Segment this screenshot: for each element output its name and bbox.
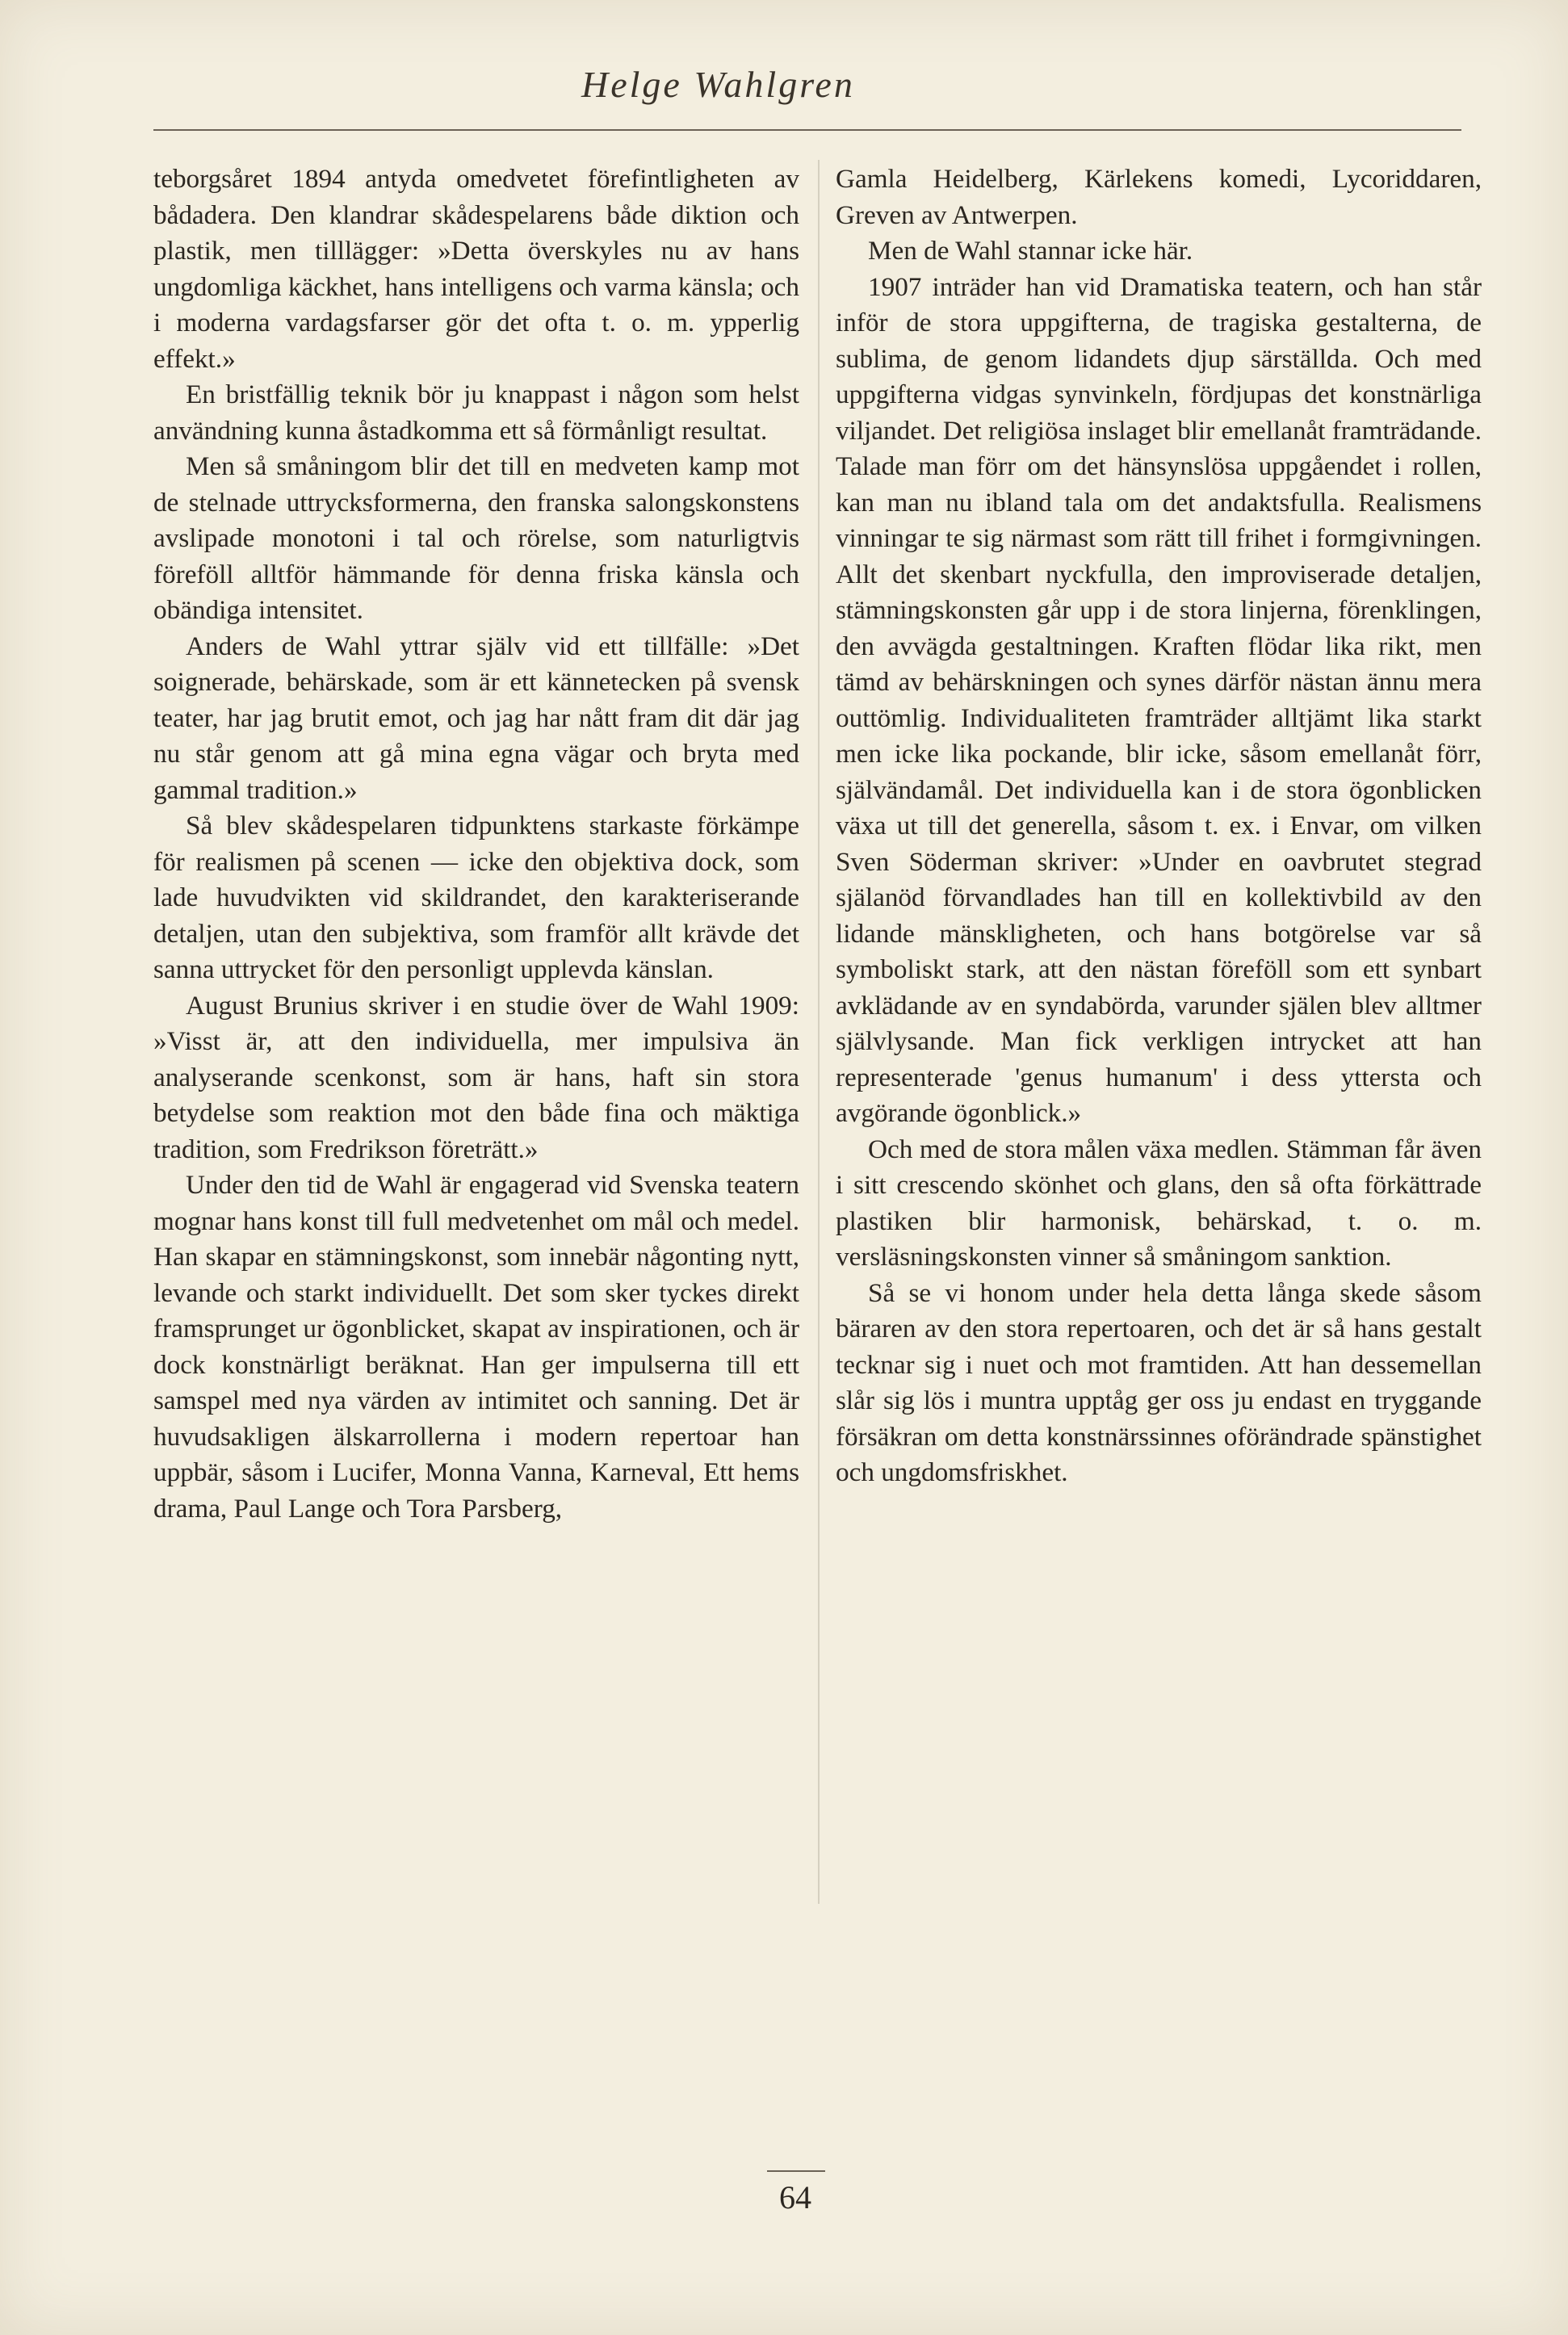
column-divider xyxy=(818,160,820,1904)
paragraph: Gamla Heidelberg, Kärlekens komedi, Lycoriddaren, Greven av Antwerpen. xyxy=(836,164,1482,230)
page-number: 64 xyxy=(779,2179,811,2216)
paragraph: 1907 inträder han vid Dramatiska teatern, och han står inför de stora uppgifterna, de tragiska gestalterna, de sublima, de genom lidandets djup särställda. Och med uppgifterna vidgas synvinkeln, fördjupas det konstnärliga viljandet. Det religiösa inslaget blir emellanåt framträdande. Talade man förr om det hänsynslösa uppgåendet i rollen, kan man nu ibland tala om det andaktsfulla. Realismens vinningar te sig närmast som rätt till frihet i formgivningen. Allt det skenbart nyckfulla, den improviserade detaljen, stämningskonsten går upp i de stora linjerna, förenklingen, den avvägda gestaltningen. Kraften flödar lika rikt, men tämd av behärskningen och synes därför nästan ännu mera outtömlig. Individualiteten framträder alltjämt lika starkt men icke lika pockande, blir icke, såsom emellanåt förr, självändamål. Det individuella kan i de stora ögonblicken växa ut till det generella, såsom t. ex. i Envar, om vilken Sven Söderman skriver: »Under en oavbrutet stegrad själanöd förvandlades han till en kollektivbild av den lidande mänskligheten, och hans botgörelse var så symboliskt stark, att den nästan föreföll som ett synbart avklädande av en syndabörda, varunder själen blev alltmer självlysande. Man fick verkligen intrycket att han representerade 'genus humanum' i dess yttersta och avgörande ögonblick.» xyxy=(836,271,1482,1128)
left-column xyxy=(153,161,799,1527)
footer-rule xyxy=(767,2170,825,2172)
paragraph: Så se vi honom under hela detta långa skede såsom bäraren av den stora repertoaren, och det är så hans gestalt tecknar sig i nuet och mot framtiden. Att han dessemellan slår sig lös i muntra upptåg ger oss ju endast en tryggande försäkran om detta konstnärssinnes oförändrade spänstighet och ungdomsfriskhet. xyxy=(836,1277,1482,1487)
paragraph: Så blev skådespelaren tidpunktens starkaste förkämpe för realismen på scenen — icke den objektiva dock, som lade huvudvikten vid skildrandet, den karakteriserande detaljen, utan den subjektiva, som framför allt krävde det sanna uttrycket för den personligt upplevda känslan. xyxy=(153,811,799,984)
paragraph: En bristfällig teknik bör ju knappast i någon som helst användning kunna åstadkomma ett så förmånligt resultat. xyxy=(153,379,799,446)
paragraph: August Brunius skriver i en studie över de Wahl 1909: »Visst är, att den individuella, mer impulsiva än analyserande scenkonst, som är hans, haft sin stora betydelse som reaktion mot den både fina och mäktiga tradition, som Fredrikson företrätt.» xyxy=(153,990,799,1164)
paragraph: Men de Wahl stannar icke här. xyxy=(868,236,1193,266)
right-column xyxy=(836,161,1482,1491)
paragraph: Under den tid de Wahl är engagerad vid Svenska teatern mognar hans konst till full medvetenhet om mål och medel. Han skapar en stämningskonst, som innebär någonting nytt, levande och starkt individuellt. Det som sker tyckes direkt framsprunget ur ögonblicket, skapat av inspirationen, och är dock konstnärligt beräknat. Han ger impulserna till ett samspel med nya värden av intimitet och sanning. Det är huvudsakligen älskarrollerna i modern repertoar han uppbär, såsom i Lucifer, Monna Vanna, Karneval, Ett hems drama, Paul Lange och Tora Parsberg, xyxy=(153,1170,799,1524)
running-header: Helge Wahlgren xyxy=(581,64,855,105)
header-rule xyxy=(153,129,1461,131)
paragraph: Anders de Wahl yttrar själv vid ett tillfälle: »Det soignerade, behärskade, som är ett kännetecken på svensk teater, har jag brutit emot, och jag har nått fram dit där jag nu står genom att gå mina egna vägar och bryta med gammal tradition.» xyxy=(153,631,799,805)
paragraph: teborgsåret 1894 antyda omedvetet förefintligheten av bådadera. Den klandrar skådespelarens både diktion och plastik, men tilllägger: »Detta överskyles nu av hans ungdomliga käckhet, hans intelligens och varma känsla; och i moderna vardagsfarser gör det ofta t. o. m. ypperlig effekt.» xyxy=(153,164,799,374)
paragraph: Och med de stora målen växa medlen. Stämman får även i sitt crescendo skönhet och glans, den så ofta förkättrade plastiken blir harmonisk, behärskad, t. o. m. versläsningskonsten vinner så småningom sanktion. xyxy=(836,1134,1482,1272)
paragraph: Men så småningom blir det till en medveten kamp mot de stelnade uttrycksformerna, den franska salongskonstens avslipade monotoni i tal och rörelse, som naturligtvis föreföll alltför hämmande för denna friska känsla och obändiga intensitet. xyxy=(153,451,799,625)
